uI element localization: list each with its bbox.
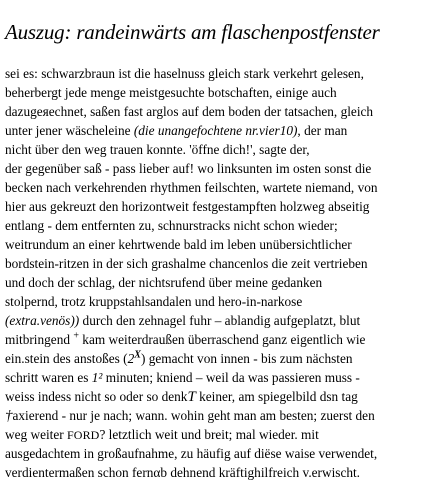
text-line bbox=[5, 387, 417, 406]
text-segment: weg weiter bbox=[5, 427, 68, 442]
text-line bbox=[5, 121, 417, 140]
text-segment: becken nach verkehrenden rhythmen feilschten, wartete niemand, von bbox=[5, 180, 378, 195]
text-line bbox=[5, 406, 417, 425]
text-line bbox=[5, 330, 417, 349]
text-line bbox=[5, 368, 417, 387]
text-segment: beherbergt jede menge meistgesuchte botschaften, einige auch bbox=[5, 85, 337, 100]
text-segment: bordstein-ritzen in der sich grashalme chancenlos die zeit vertrieben bbox=[5, 256, 368, 271]
text-segment: sei es: schwarzbraun ist die haselnuss gleich stark verkehrt gelesen, bbox=[5, 66, 364, 81]
text-segment: keiner, am spiegelbild dsn tag bbox=[195, 389, 358, 404]
text-line bbox=[5, 83, 417, 102]
text-segment: ? letztlich weit und breit; mal wieder. mit bbox=[99, 427, 319, 442]
text-segment: (die unangefochtene nr.vier10) bbox=[133, 123, 298, 138]
text-segment: (extra.venös)) bbox=[5, 313, 80, 328]
text-line bbox=[5, 254, 417, 273]
text-line bbox=[5, 159, 417, 178]
text-segment: ein.stein des anstoßes ( bbox=[5, 351, 128, 366]
text-segment: entlang - dem entfernten zu, schnurstracks nicht schon wieder; bbox=[5, 218, 338, 233]
text-segment: und doch der schlag, der nichtsrufend über meine gedanken bbox=[5, 275, 323, 290]
text-segment: + bbox=[73, 330, 79, 342]
text-segment: minuten; kniend – weil da was passieren muss - bbox=[102, 370, 360, 385]
text-line bbox=[5, 273, 417, 292]
text-line bbox=[5, 102, 417, 121]
text-segment: FORD bbox=[67, 428, 100, 442]
text-segment: stolpernd, trotz kruppstahlsandalen und hero-in-narkose bbox=[5, 294, 303, 309]
text-segment: weiss indess nicht so oder so denk bbox=[5, 389, 188, 404]
text-line bbox=[5, 197, 417, 216]
text-line bbox=[5, 311, 417, 330]
text-segment: ) gemacht von innen - bis zum nächsten bbox=[140, 351, 353, 366]
text-line bbox=[5, 140, 417, 159]
text-segment: schritt waren es bbox=[5, 370, 92, 385]
text-segment: 1² bbox=[91, 370, 103, 385]
text-line bbox=[5, 235, 417, 254]
text-segment: † bbox=[5, 408, 13, 424]
text-line bbox=[5, 292, 417, 311]
text-line bbox=[5, 178, 417, 197]
text-segment: ausgedachtem in großaufnahme, zu häufig auf diёse waise verwendet, bbox=[5, 446, 378, 461]
text-segment: , der man bbox=[297, 123, 348, 138]
text-segment: der gegenüber saß - pass lieber auf! wo linksunten im osten sonst die bbox=[5, 161, 372, 176]
text-segment: dazugeяechnet, saßen fast arglos auf dem boden der tatsachen, gleich bbox=[5, 104, 374, 119]
text-segment: verdientermaßen schon fernαb dehnend kräftighilfreich v.erwischt. bbox=[5, 465, 361, 480]
text-segment: T bbox=[187, 389, 196, 405]
text-line bbox=[5, 64, 417, 83]
document-body bbox=[5, 64, 417, 482]
text-segment: weitrundum an einer kehrtwende bald im leben unübersichtlicher bbox=[5, 237, 352, 252]
text-line bbox=[5, 216, 417, 235]
text-segment: durch den zehnagel fuhr – ablandig aufgeplatzt, blut bbox=[79, 313, 361, 328]
text-segment: X bbox=[134, 349, 141, 361]
text-segment: unter jener wäscheleine bbox=[5, 123, 134, 138]
text-segment: nicht über den weg trauen konnte. 'öffne dich!', sagte der, bbox=[5, 142, 310, 157]
text-line bbox=[5, 463, 417, 482]
text-segment: mitbringend bbox=[5, 332, 74, 347]
document-title: Auszug: randeinwärts am flaschenpostfenster bbox=[5, 20, 380, 44]
text-line bbox=[5, 349, 417, 368]
text-line bbox=[5, 425, 417, 444]
text-segment: hier aus gekreuzt den horizontweit festgestampften holzweg abseitig bbox=[5, 199, 370, 214]
text-segment: axierend - nur je nach; wann. wohin geht man am besten; zuerst den bbox=[12, 408, 375, 423]
text-segment: kam weiterdraußen überraschend ganz eigentlich wie bbox=[78, 332, 366, 347]
text-line bbox=[5, 444, 417, 463]
text-segment: 2 bbox=[127, 351, 135, 366]
